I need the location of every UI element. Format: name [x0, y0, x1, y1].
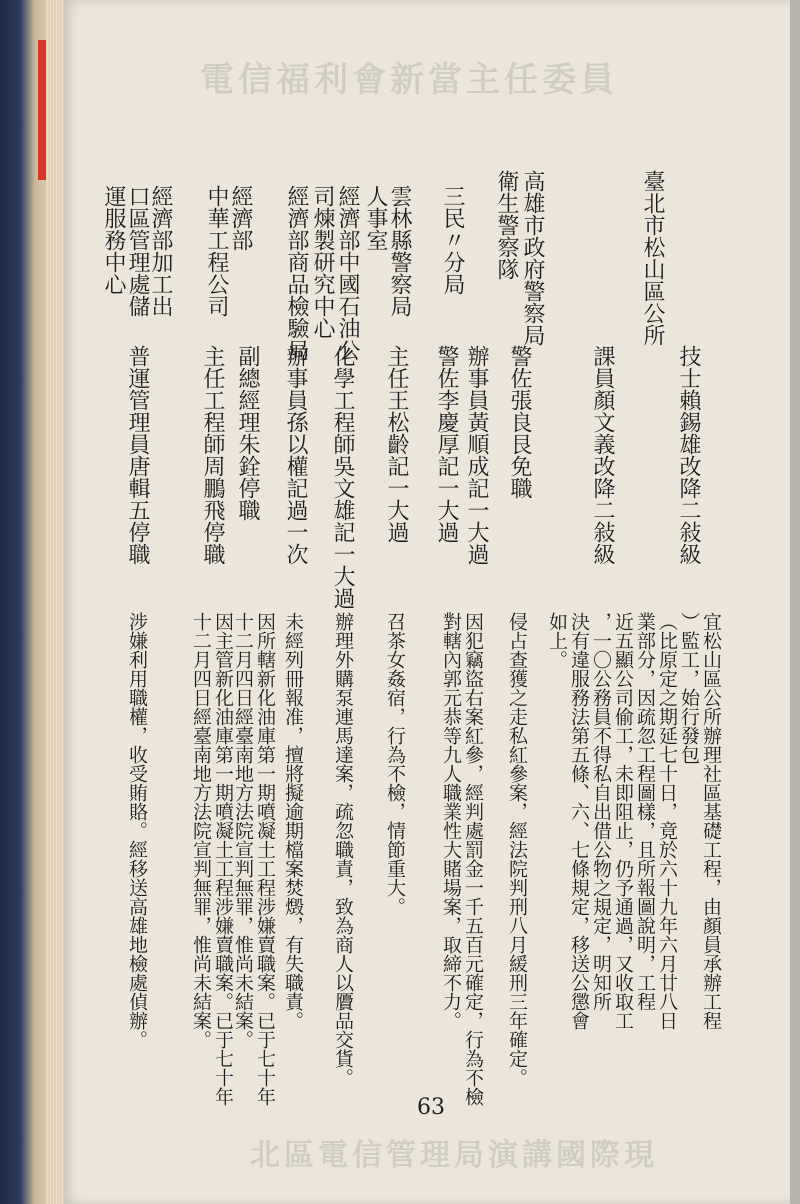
footer-bleed-through: 北區電信管理局演講國際現	[250, 1138, 658, 1173]
agency-column: 經濟部中國石油公	[335, 185, 360, 361]
reason-column: 因主管新化油庫第一期噴凝土工程涉嫌賣職案。已于七十年	[212, 612, 234, 1106]
reason-column: ）監工，始行發包	[678, 612, 700, 764]
reason-column: 對轄內郭元恭等九人職業性大賭場案，取締不力。	[440, 612, 462, 1030]
penalty-column: 辦事員黃順成記一大過	[464, 345, 489, 565]
book-page	[64, 0, 792, 1204]
penalty-column: 主任工程師周鵬飛停職	[200, 345, 225, 565]
agency-column: 衛生警察隊	[494, 170, 519, 280]
page-number: 63	[417, 1095, 445, 1120]
agency-column: 經濟部	[228, 185, 253, 251]
reason-column: 侵占查獲之走私紅參案，經法院判刑八月緩刑三年確定。	[506, 612, 528, 1087]
agency-column: 中華工程公司	[204, 185, 229, 317]
agency-column: 經濟部加工出	[148, 185, 173, 317]
reason-column: ，一〇公務員不得私自出借公物之規定，明知所	[590, 612, 612, 1011]
penalty-column: 警佐張良艮免職	[507, 345, 532, 499]
penalty-column: 普運管理員唐輯五停職	[125, 345, 150, 565]
penalty-column: 副總經理朱銓停職	[235, 345, 260, 521]
reason-column: 涉嫌利用職權，收受賄賂。經移送高雄地檢處偵辦。	[126, 612, 148, 1049]
reason-column: 業部分，因疏忽工程圖樣，且所報圖說明，工程	[634, 612, 656, 1011]
penalty-column: 技士賴錫雄改降二敍級	[676, 345, 701, 565]
agency-column: 三民〃分局	[440, 185, 465, 295]
agency-column: 人事室	[363, 185, 388, 251]
reason-column: 召茶女姦宿，行為不檢，情節重大。	[384, 612, 406, 916]
reason-column: 決有違服務法第五條、六、七條規定，移送公懲會	[568, 612, 590, 1030]
reason-column: 宜松山區公所辦理社區基礎工程，由顏員承辦工程	[700, 612, 722, 1030]
page-right-edge	[790, 0, 800, 1204]
agency-column: 司煉製研究中心	[310, 185, 335, 339]
reason-column: 近五顯公司偷工，未即阻止，仍予通過，又收取工	[612, 612, 634, 1030]
agency-column: 臺北市松山區公所	[640, 170, 665, 346]
reason-column: 因所轄新化油庫第一期噴凝土工程涉嫌賣職案。已于七十年	[254, 612, 276, 1106]
agency-column: 運服務中心	[101, 185, 126, 295]
reason-column: （比原定之期延七十日，竟於六十九年六月廿八日	[656, 612, 678, 1030]
reason-column: 辦理外購泵連馬達案，疏忽職責，致為商人以贗品交貨。	[332, 612, 354, 1087]
reason-column: 如上。	[546, 612, 568, 669]
penalty-column: 警佐李慶厚記一大過	[434, 345, 459, 543]
agency-column: 經濟部商品檢驗局	[284, 185, 309, 361]
red-ribbon-marker	[38, 40, 46, 180]
header-bleed-through: 電信福利會新當主任委員	[200, 60, 618, 100]
penalty-column: 化學工程師吳文雄記一大過	[330, 345, 355, 609]
penalty-column: 課員顏文義改降二敍級	[590, 345, 615, 565]
agency-column: 雲林縣警察局	[387, 185, 412, 317]
reason-column: 未經列冊報准，擅將擬逾期檔案焚燬，有失職責。	[282, 612, 304, 1030]
agency-column: 口區管理處儲	[125, 185, 150, 317]
penalty-column: 主任王松齡記一大過	[384, 345, 409, 543]
page-edges	[46, 0, 66, 1204]
penalty-column: 辦事員孫以權記過一次	[283, 345, 308, 565]
reason-column: 十二月四日經臺南地方法院宣判無罪，惟尚未結案。	[232, 612, 254, 1049]
agency-column: 高雄市政府警察局	[520, 170, 545, 346]
reason-column: 因犯竊盜右案紅參，經判處罰金一千五百元確定，行為不檢	[462, 612, 484, 1106]
reason-column: 十二月四日經臺南地方法院宣判無罪，惟尚未結案。	[190, 612, 212, 1049]
